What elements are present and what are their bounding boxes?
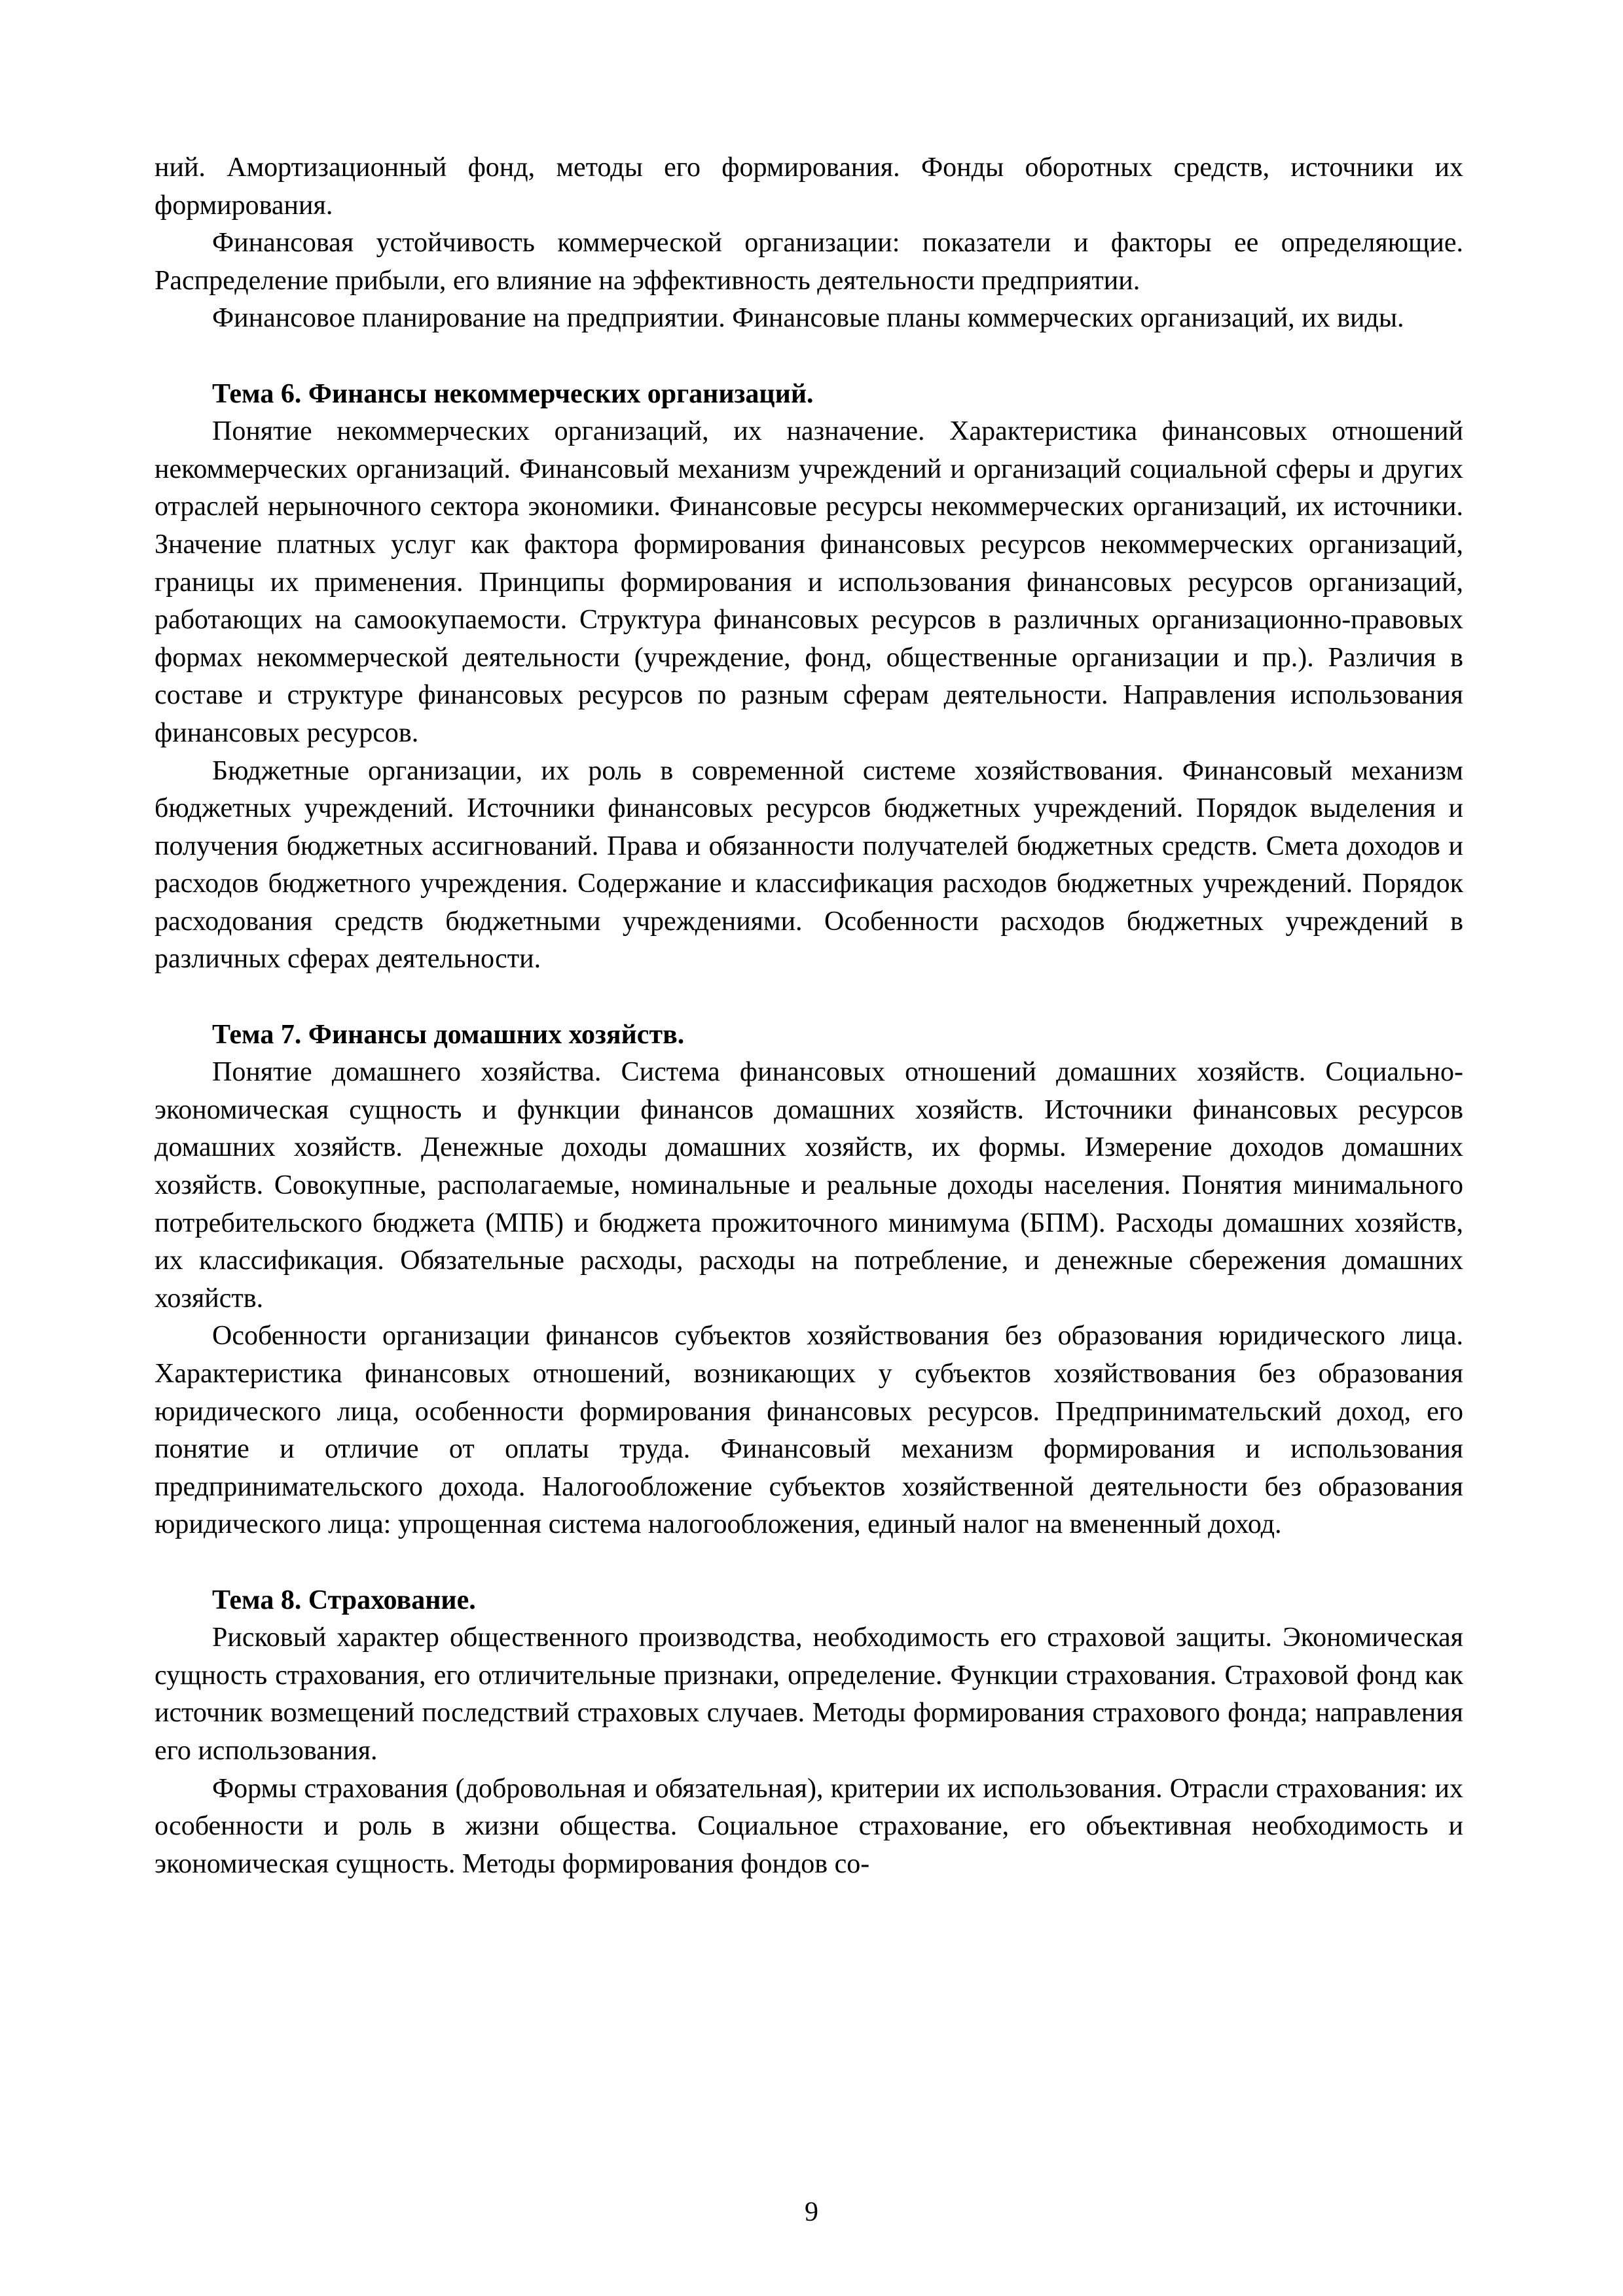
topic7-paragraph-2: Особенности организации финансов субъектов хозяйствования без образования юридического лица. Характеристика финансовых отношений, возникающих у субъектов хозяйствования без образования юридического лица, особенности формирования финансовых ресурсов. Предпринимательский доход, его понятие и отличие от оплаты труда. Финансовый механизм формирования и использования предпринимательского дохода. Налогообложение субъектов хозяйственной деятельности без образования юридического лица: упрощенная система налогообложения, единый налог на вмененный доход. xyxy=(155,1321,1463,1540)
topic6-paragraph-1: Понятие некоммерческих организаций, их назначение. Характеристика финансовых отношений некоммерческих организаций. Финансовый механизм учреждений и организаций социальной сферы и других отраслей нерыночного сектора экономики. Финансовые ресурсы некоммерческих организаций, их источники. Значение платных услуг как фактора формирования финансовых ресурсов некоммерческих организаций, границы их применения. Принципы формирования и использования финансовых ресурсов организаций, работающих на самоокупаемости. Структура финансовых ресурсов в различных организационно-правовых формах некоммерческой деятельности (учреждение, фонд, общественные организации и пр.). Различия в составе и структуре финансовых ресурсов по разным сферам деятельности. Направления использования финансовых ресурсов. xyxy=(155,416,1463,748)
intro-paragraph-3: Финансовое планирование на предприятии. Финансовые планы коммерческих организаций, их виды. xyxy=(212,303,1404,334)
topic8-paragraph-2: Формы страхования (добровольная и обязательная), критерии их использования. Отрасли страхования: их особенности и роль в жизни общества. Социальное страхование, его объективная необходимость и экономическая сущность. Методы формирования фондов со- xyxy=(155,1773,1463,1879)
topic8-heading: Тема 8. Страхование. xyxy=(212,1585,476,1615)
topic6-paragraph-2: Бюджетные организации, их роль в современной системе хозяйствования. Финансовый механизм бюджетных учреждений. Источники финансовых ресурсов бюджетных учреждений. Порядок выделения и получения бюджетных ассигнований. Права и обязанности получателей бюджетных средств. Смета доходов и расходов бюджетного учреждения. Содержание и классификация расходов бюджетных учреждений. Порядок расходования средств бюджетными учреждениями. Особенности расходов бюджетных учреждений в различных сферах деятельности. xyxy=(155,755,1463,975)
section-spacer xyxy=(155,338,1463,376)
page-content xyxy=(155,149,1463,1883)
section-spacer xyxy=(155,1544,1463,1582)
intro-paragraph-2: Финансовая устойчивость коммерческой организации: показатели и факторы ее определяющие. Распределение прибыли, его влияние на эффективность деятельности предприятии. xyxy=(155,228,1463,296)
page-number: 9 xyxy=(805,2197,818,2227)
topic8-paragraph-1: Рисковый характер общественного производства, необходимость его страховой защиты. Экономическая сущность страхования, его отличительные признаки, определение. Функции страхования. Страховой фонд как источник возмещений последствий страховых случаев. Методы формирования страхового фонда; направления его использования. xyxy=(155,1623,1463,1766)
topic7-paragraph-1: Понятие домашнего хозяйства. Система финансовых отношений домашних хозяйств. Социально-экономическая сущность и функции финансов домашних хозяйств. Источники финансовых ресурсов домашних хозяйств. Денежные доходы домашних хозяйств, их формы. Измерение доходов домашних хозяйств. Совокупные, располагаемые, номинальные и реальные доходы населения. Понятия минимального потребительского бюджета (МПБ) и бюджета прожиточного минимума (БПМ). Расходы домашних хозяйств, их классификация. Обязательные расходы, расходы на потребление, и денежные сбережения домашних хозяйств. xyxy=(155,1057,1463,1314)
intro-paragraph-1: ний. Амортизационный фонд, методы его формирования. Фонды оборотных средств, источники их формирования. xyxy=(155,152,1463,221)
topic7-heading: Тема 7. Финансы домашних хозяйств. xyxy=(212,1019,685,1050)
section-spacer xyxy=(155,978,1463,1016)
topic6-heading: Тема 6. Финансы некоммерческих организаций. xyxy=(212,378,814,409)
